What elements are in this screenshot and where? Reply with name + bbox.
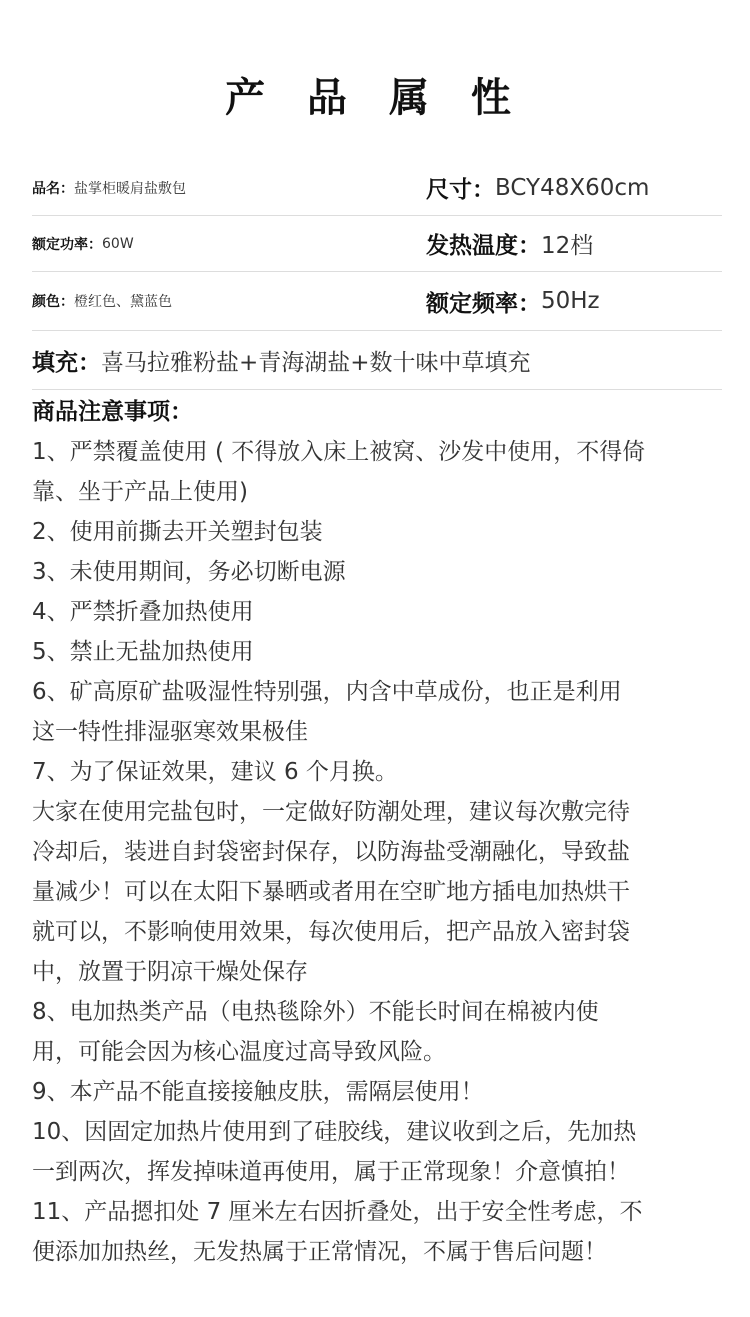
note-line: 中，放置于阴凉干燥处保存 — [32, 959, 308, 985]
attribute-cell — [426, 285, 600, 318]
attribute-row — [32, 160, 722, 216]
note-line: 大家在使用完盐包时，一定做好防潮处理，建议每次敷完待 — [32, 799, 630, 825]
notes-section — [32, 392, 722, 1272]
note-line: 便添加加热丝，无发热属于正常情况，不属于售后问题！ — [32, 1239, 607, 1265]
note-line: 11、产品摁扣处 7 厘米左右因折叠处，出于安全性考虑，不 — [32, 1199, 643, 1225]
attribute-row — [32, 272, 722, 331]
note-line: 这一特性排湿驱寒效果极佳 — [32, 719, 308, 745]
attribute-cell — [32, 234, 426, 254]
note-line: 5、禁止无盐加热使用 — [32, 639, 254, 665]
notes-heading: 商品注意事项： — [32, 399, 193, 425]
attribute-key: 品名： — [32, 180, 74, 197]
attribute-value: 60W — [102, 235, 134, 252]
attribute-cell — [426, 171, 649, 204]
note-line: 3、未使用期间，务必切断电源 — [32, 559, 346, 585]
note-line: 就可以，不影响使用效果，每次使用后，把产品放入密封袋 — [32, 919, 630, 945]
attribute-key: 尺寸： — [426, 177, 495, 203]
attribute-key: 颜色： — [32, 294, 74, 310]
attribute-value: 喜马拉雅粉盐+青海湖盐+数十味中草填充 — [101, 349, 531, 376]
note-line: 一到两次，挥发掉味道再使用，属于正常现象！介意慎拍！ — [32, 1159, 630, 1185]
attribute-value: 12档 — [541, 233, 594, 259]
note-line: 9、本产品不能直接接触皮肤，需隔层使用！ — [32, 1079, 484, 1105]
attribute-cell — [32, 344, 531, 377]
note-line: 6、矿高原矿盐吸湿性特别强，内含中草成份，也正是利用 — [32, 679, 622, 705]
note-line: 8、电加热类产品（电热毯除外）不能长时间在棉被内使 — [32, 999, 599, 1025]
page-title: 产 品 属 性 — [225, 75, 525, 121]
attribute-row — [32, 331, 722, 390]
attribute-value: BCY48X60cm — [495, 174, 650, 201]
note-line: 2、使用前撕去开关塑封包装 — [32, 519, 323, 545]
attribute-key: 填充： — [32, 349, 101, 376]
attribute-value: 50Hz — [541, 288, 600, 314]
note-line: 7、为了保证效果，建议 6 个月换。 — [32, 759, 398, 785]
attribute-key: 发热温度： — [426, 233, 541, 259]
note-line: 量减少！可以在太阳下暴晒或者用在空旷地方插电加热烘干 — [32, 879, 630, 905]
attribute-cell — [426, 227, 593, 260]
note-line: 冷却后，装进自封袋密封保存，以防海盐受潮融化，导致盐 — [32, 839, 630, 865]
attribute-key: 额定频率： — [426, 290, 541, 317]
note-line: 1、严禁覆盖使用 ( 不得放入床上被窝、沙发中使用，不得倚 — [32, 439, 646, 465]
notes-body — [32, 432, 722, 1272]
attribute-key: 额定功率： — [32, 236, 102, 253]
attribute-cell — [32, 178, 426, 198]
attribute-cell — [32, 291, 426, 311]
attribute-value: 盐掌柜暖肩盐敷包 — [74, 180, 186, 197]
attribute-value: 橙红色、黛蓝色 — [74, 294, 172, 310]
note-line: 10、因固定加热片使用到了硅胶线，建议收到之后，先加热 — [32, 1119, 637, 1145]
attribute-row — [32, 216, 722, 272]
attribute-table — [32, 160, 722, 390]
note-line: 4、严禁折叠加热使用 — [32, 599, 254, 625]
note-line: 靠、坐于产品上使用) — [32, 479, 248, 505]
note-line: 用，可能会因为核心温度过高导致风险。 — [32, 1039, 446, 1065]
